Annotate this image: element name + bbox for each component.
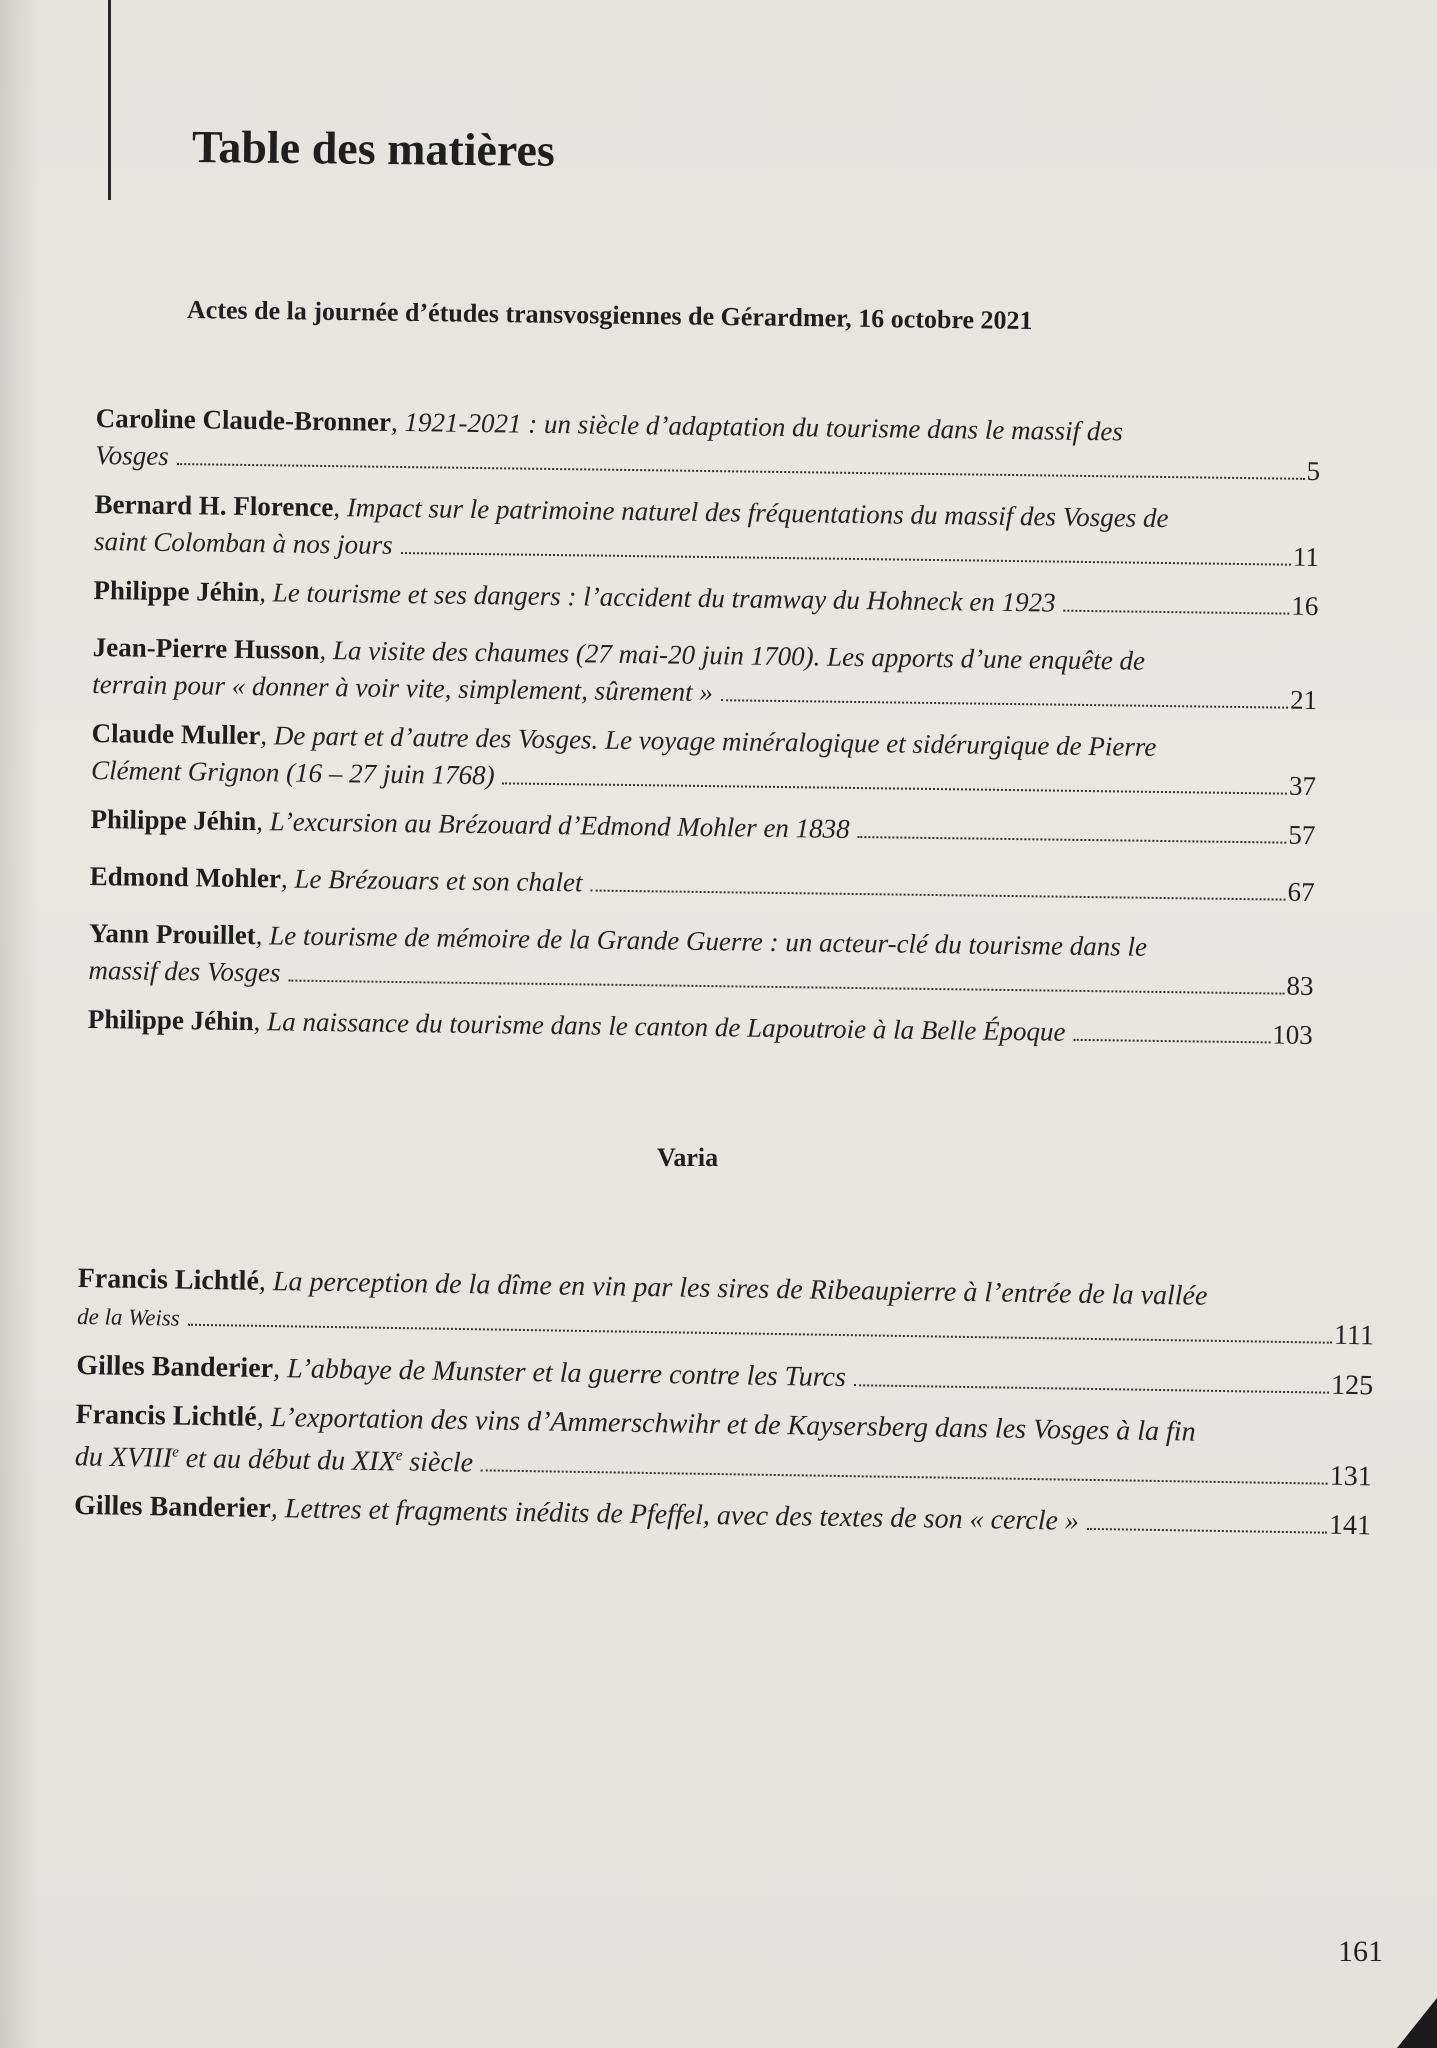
entry-author: Edmond Mohler [89,860,282,894]
entry-title: , Lettres et fragments inédits de Pfeffel, avec des textes de son « cercle » [270,1493,1080,1538]
superscript: e [395,1448,403,1465]
entry-author: Claude Muller [91,717,261,751]
toc-entry [90,858,1315,911]
toc-section-varia [74,1260,1375,1557]
entry-author: Francis Lichtlé [77,1262,260,1297]
dot-leader [1063,610,1289,615]
entry-page-number: 125 [1330,1369,1374,1402]
dot-leader [721,699,1288,708]
entry-author: Philippe Jéhin [87,1003,254,1037]
entry-title: , Le Brézouars et son chalet [280,863,583,898]
entry-title-part: siècle [402,1446,474,1479]
toc-entry [95,400,1321,490]
entry-title: , Le tourisme et ses dangers : l’accident du tramway du Hohneck en 1923 [259,577,1056,618]
entry-page-number: 21 [1289,684,1318,716]
superscript: e [172,1444,179,1461]
entry-title-continued: Vosges [95,439,169,471]
entry-title-continued [75,1433,474,1482]
toc-entry [88,915,1314,1005]
dot-leader [502,782,1286,794]
entry-author: Caroline Claude-Bronner [95,402,392,437]
entry-title: , La perception de la dîme en vin par les sires de Ribeaupierre à l’entrée de la vallée [258,1265,1208,1312]
entry-title-continued: de la Weiss [76,1303,180,1331]
entry-author: Gilles Banderier [73,1490,272,1525]
toc-entry [75,1396,1373,1496]
entry-author: Gilles Banderier [76,1349,274,1385]
entry-title-part: du XVIII [74,1441,173,1474]
toc-entry [92,629,1318,719]
entry-title-continued: Clément Grignon (16 – 27 juin 1768) [90,754,495,791]
entry-title: , L’excursion au Brézouard d’Edmond Mohler en 1838 [256,806,850,844]
toc-entry [77,1260,1375,1355]
entry-author: Philippe Jéhin [90,803,257,837]
toc-entry [76,1347,1373,1404]
page-number: 161 [1338,1935,1383,1968]
entry-author: Yann Prouillet [88,917,256,951]
entry-title: , Le tourisme de mémoire de la Grande Guerre : un acteur-clé du tourisme dans le [255,920,1148,962]
entry-page-number: 57 [1288,819,1316,850]
dot-leader [590,890,1285,901]
dot-leader [1087,1528,1327,1534]
entry-title: , De part et d’autre des Vosges. Le voyage minéralogique et sidérurgique de Pierre [260,720,1157,762]
entry-page-number: 141 [1328,1510,1372,1542]
entry-title-continued: saint Colomban à nos jours [93,525,393,560]
entry-title: , Impact sur le patrimoine naturel des fréquentations du massif des Vosges de [333,492,1169,534]
dot-leader [481,1470,1328,1485]
entry-page-number: 5 [1306,455,1321,487]
entry-title: , 1921-2021 : un siècle d’adaptation du tourisme dans le massif des [390,406,1124,447]
entry-page-number: 83 [1286,970,1314,1001]
dot-leader [288,980,1284,995]
dot-leader [401,552,1291,566]
entry-title-continued: terrain pour « donner à voir vite, simplement, sûrement » [92,668,714,708]
dot-leader [858,836,1287,844]
toc-section-actes [87,400,1321,1074]
dot-leader [188,1324,1332,1344]
entry-page-number: 111 [1333,1319,1375,1352]
entry-page-number: 131 [1329,1461,1372,1493]
entry-author: Francis Lichtlé [75,1398,257,1433]
toc-entry [93,572,1318,625]
entry-page-number: 103 [1272,1019,1313,1050]
entry-title: , L’abbaye de Munster et la guerre contre les Turcs [272,1353,847,1394]
entry-page-number: 67 [1287,876,1315,907]
dot-leader [854,1384,1329,1393]
entry-page-number: 37 [1288,770,1317,802]
entry-page-number: 11 [1292,541,1320,573]
entry-title: , L’exportation des vins d’Ammerschwihr et de Kaysersberg dans les Vosges à la fin [256,1401,1196,1448]
entry-author: Bernard H. Florence [94,488,334,523]
margin-rule [108,0,111,200]
toc-entry [88,1001,1313,1054]
entry-title-part: et au début du XIX [178,1442,396,1478]
toc-entry [94,486,1320,576]
entry-page-number: 16 [1291,590,1319,622]
toc-entry [91,715,1317,805]
toc-entry [74,1487,1371,1544]
dot-leader [1073,1039,1270,1044]
section-heading-varia: Varia [657,1143,719,1172]
entry-author: Jean-Pierre Husson [92,631,320,665]
entry-author: Philippe Jéhin [93,574,260,608]
toc-entry [90,801,1315,854]
dot-leader [177,463,1305,480]
section-heading-actes: Actes de la journée d’études transvosgiennes de Gérardmer, 16 octobre 2021 [186,295,1033,336]
entry-title-continued: massif des Vosges [88,954,281,988]
entry-title: , La naissance du tourisme dans le canton de Lapoutroie à la Belle Époque [253,1006,1066,1047]
page-title: Table des matières [191,121,556,176]
entry-title: , La visite des chaumes (27 mai-20 juin 1700). Les apports d’une enquête de [319,634,1146,676]
